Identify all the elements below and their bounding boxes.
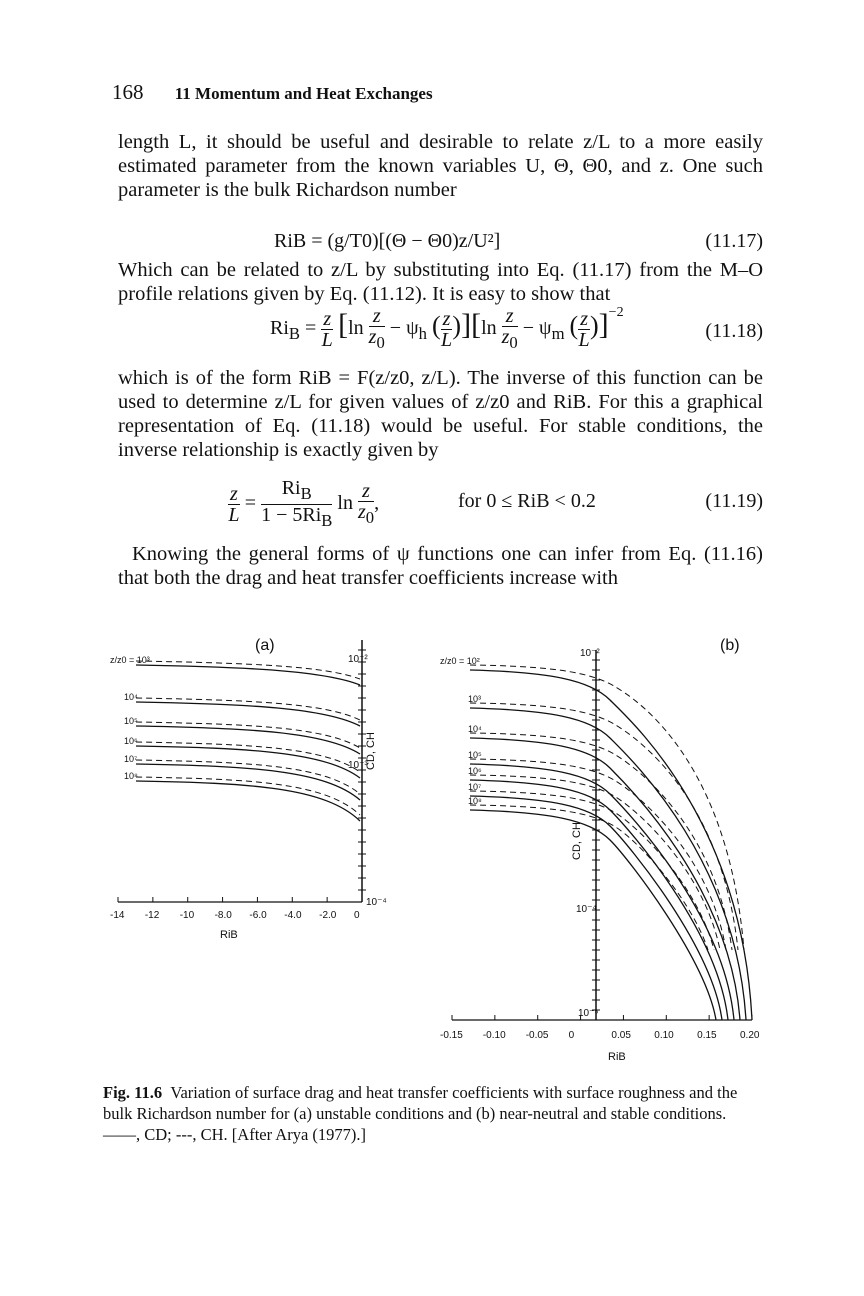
paragraph-1: length L, it should be useful and desirable to relate z/L to a more easily estimated parameter from the known variables U, Θ, Θ0, and z. One such parameter is the bulk Richardson number [118, 131, 763, 201]
equation-11-19: $\frac{z}{L}$ = $\frac{Ri_B}{1 - 5Ri_B}$ ln $\frac{z}{z_0}$ , for 0 ≤ RiB < 0.2 (11.19) [228, 477, 763, 530]
x-axis-label: RiB [608, 1051, 626, 1063]
paragraph-4: Knowing the general forms of ψ functions one can infer from Eq. (11.16) that both the drag and heat transfer coefficients increase with [118, 543, 763, 589]
equation-text: RiB = (g/T0)[(Θ − Θ0)z/U²] [274, 230, 501, 252]
x-tick-label: -0.15 [440, 1030, 463, 1041]
page-number: 168 [112, 80, 144, 104]
curves [470, 665, 752, 1020]
y-tick-label: 10⁻⁵ [578, 1008, 599, 1019]
x-tick-label: -14 [110, 910, 125, 921]
cd-curve [470, 738, 740, 1020]
cd-curve [136, 781, 360, 821]
chapter-title: 11 Momentum and Heat Exchanges [174, 84, 433, 103]
y-tick-label: 10⁻² [580, 648, 600, 659]
curve-label: 10⁵ [468, 750, 482, 760]
x-tick-label: -0.10 [482, 1030, 506, 1041]
curve-label: 10⁷ [468, 782, 482, 792]
x-tick-label: 0 [354, 910, 360, 921]
paragraph-2: Which can be related to z/L by substituting into Eq. (11.17) from the M–O profile relations given by Eq. (11.12). It is easy to show that [118, 259, 763, 305]
page-header [112, 80, 433, 105]
x-axis-label: RiB [220, 929, 238, 941]
ch-curve [136, 698, 360, 720]
cd-curve [470, 810, 716, 1020]
curve-label: z/z0 = 10³ [110, 655, 150, 665]
paragraph-3: which is of the form RiB = F(z/z0, z/L). The inverse of this function can be used to determine z/L for given values of z/z0 and RiB. For this a graphical representation of Eq. (11.18) would be useful. For stable conditions, the inverse relationship is exactly given by [118, 367, 763, 461]
x-tick-label: 0 [568, 1030, 575, 1041]
x-tick-label: 0.15 [697, 1030, 717, 1041]
x-tick-label: 0.05 [611, 1030, 631, 1041]
curve-label: 10⁸ [124, 771, 138, 781]
curve-label: z/z0 = 10² [440, 656, 480, 666]
x-tick-label: 0.20 [740, 1030, 760, 1041]
equation-11-18: $Ri_B$ = $\frac{z}{L}$ [ln $\frac{z}{z_0}$ − $\psi_h$ ( $\frac{z}{L}$ )][ln $\frac{z}{z_0}$ − $\psi_m$ ( $\frac{z}{L}$ )]$^{-2}$ (11.18) [270, 305, 763, 352]
figure-caption [103, 1082, 763, 1145]
curve-label: 10⁷ [124, 754, 138, 764]
figure-panel-b [430, 620, 760, 1070]
ch-curve [136, 722, 360, 748]
curve-labels [110, 655, 150, 781]
caption-label: Fig. 11.6 [103, 1083, 163, 1102]
panel-label-a: (a) [255, 637, 275, 654]
equation-number: (11.17) [705, 230, 763, 252]
x-tick-label: -8.0 [214, 910, 232, 921]
curve-label: 10⁶ [468, 766, 482, 776]
caption-text: Variation of surface drag and heat transfer coefficients with surface roughness and the bulk Richardson number for (a) unstable conditions and (b) near-neutral and stable conditions. ——, CD; ---, CH. [After Arya (1977).] [103, 1083, 738, 1144]
y-tick-label: 10⁻² [348, 654, 368, 665]
curve-label: 10⁴ [124, 692, 138, 702]
curve-label: 10⁴ [468, 724, 482, 734]
curves [136, 661, 360, 821]
x-tick-label: -6.0 [249, 910, 267, 921]
x-ticks [110, 897, 362, 921]
curve-label: 10³ [468, 694, 482, 704]
equation-number: (11.19) [705, 490, 763, 512]
curve-label: 10⁶ [124, 736, 138, 746]
y-tick-label: 10⁻⁴ [576, 904, 597, 915]
ch-curve [470, 759, 726, 950]
figure-panel-a [110, 620, 387, 960]
cd-curve [470, 708, 746, 1020]
curve-labels [440, 656, 482, 806]
x-tick-label: -0.05 [525, 1030, 549, 1041]
y-axis-label: CD, CH [571, 822, 583, 860]
x-tick-label: -4.0 [284, 910, 302, 921]
equation-number: (11.18) [705, 320, 763, 342]
cd-curve [136, 665, 360, 685]
x-tick-label: -10 [179, 910, 195, 921]
curve-label: 10⁸ [468, 796, 482, 806]
equation-condition: for 0 ≤ RiB < 0.2 [458, 490, 596, 512]
y-tick-label: 10⁻⁴ [366, 897, 387, 908]
cd-curve [470, 764, 734, 1020]
curve-label: 10⁵ [124, 716, 138, 726]
panel-label-b: (b) [720, 637, 740, 654]
y-tick-label: 10⁻³ [348, 760, 368, 771]
x-tick-label: -12 [144, 910, 160, 921]
cd-curve [136, 746, 360, 778]
x-tick-label: -2.0 [319, 910, 337, 921]
y-axis-label: CD, CH [365, 732, 377, 770]
x-ticks [440, 1015, 760, 1041]
x-tick-label: 0.10 [654, 1030, 674, 1041]
